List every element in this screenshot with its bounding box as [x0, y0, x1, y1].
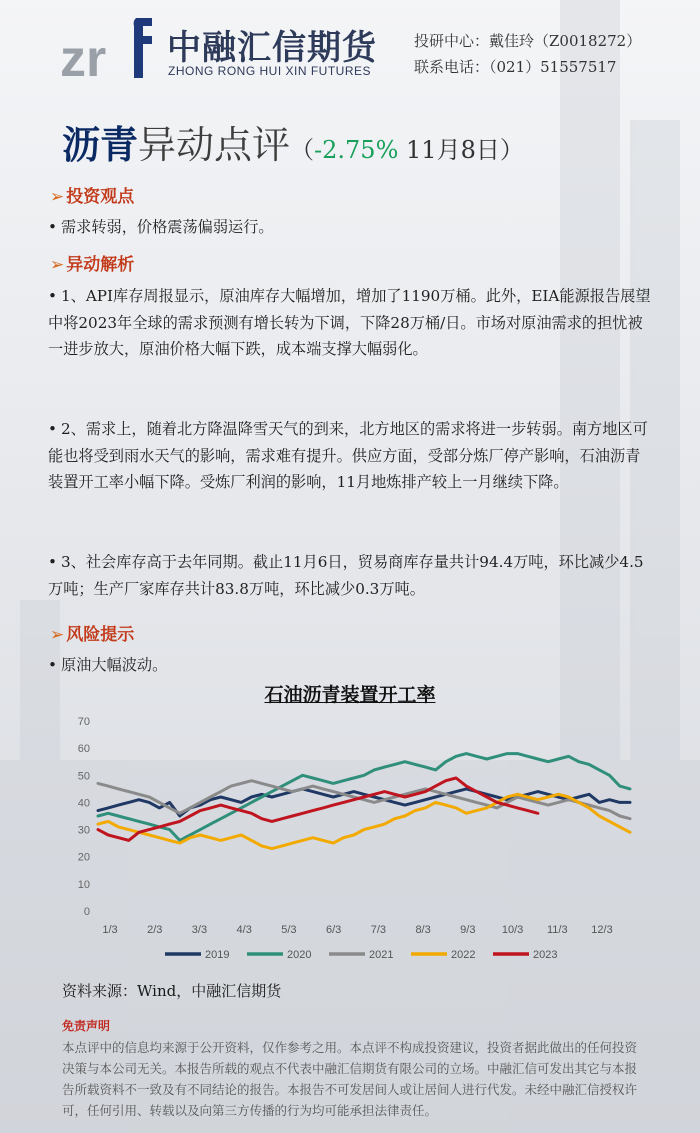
- contact-analyst: 投研中心：戴佳玲（Z0018272）: [414, 32, 642, 50]
- data-source: 资料来源：Wind，中融汇信期货: [62, 982, 282, 1000]
- company-logo-icon: [60, 14, 160, 84]
- y-tick-label: 20: [77, 851, 90, 864]
- x-tick-label: 3/3: [191, 924, 208, 936]
- x-tick-label: 7/3: [370, 924, 387, 936]
- section-heading-label: 异动解析: [66, 255, 135, 275]
- svg-text:zr: zr: [60, 30, 107, 84]
- x-tick-label: 9/3: [460, 924, 476, 936]
- section-heading-label: 风险提示: [66, 625, 135, 645]
- chart-svg: [70, 676, 670, 976]
- legend-label-2021: 2021: [369, 949, 394, 961]
- x-tick-label: 4/3: [236, 924, 252, 936]
- title-change: -2.75%: [314, 136, 399, 164]
- x-tick-label: 2/3: [147, 924, 163, 936]
- title-type: 异动点评: [138, 123, 291, 167]
- header: [0, 0, 700, 95]
- arrow-icon: ➢: [50, 187, 65, 207]
- x-tick-label: 8/3: [415, 924, 431, 936]
- x-tick-label: 12/3: [591, 924, 613, 936]
- arrow-icon: ➢: [50, 625, 65, 645]
- disclaimer-heading: 免责声明: [62, 1019, 111, 1033]
- page-title: [62, 114, 524, 169]
- section-heading-analysis: [50, 250, 134, 275]
- y-tick-label: 10: [77, 878, 90, 891]
- line-chart: [70, 676, 670, 976]
- arrow-icon: ➢: [50, 255, 65, 275]
- list-item: [48, 283, 653, 363]
- legend-label-2022: 2022: [451, 949, 476, 961]
- list-item: [48, 652, 653, 679]
- bullet-icon: •: [48, 553, 57, 571]
- x-tick-label: 11/3: [546, 924, 568, 936]
- y-tick-label: 50: [77, 770, 90, 783]
- x-tick-label: 1/3: [102, 924, 118, 936]
- y-tick-label: 0: [83, 906, 90, 918]
- legend-label-2020: 2020: [287, 949, 312, 961]
- section-heading-view: [50, 182, 134, 207]
- x-tick-label: 5/3: [281, 924, 297, 936]
- list-item: [48, 214, 653, 241]
- title-open-paren: （: [290, 136, 315, 164]
- section-heading-label: 投资观点: [66, 187, 135, 207]
- chart-title: 石油沥青装置开工率: [264, 684, 436, 706]
- bullet-icon: •: [48, 656, 57, 674]
- x-tick-label: 6/3: [325, 924, 342, 936]
- series-line-2021: [98, 781, 630, 819]
- x-tick-label: 10/3: [501, 924, 524, 936]
- contact-phone: 联系电话：（021）51557517: [414, 58, 617, 76]
- bullet-icon: •: [48, 420, 57, 438]
- disclaimer-text: 本点评中的信息均来源于公开资料，仅作参考之用。本点评不构成投资建议，投资者据此做出的任何投资决策与本公司无关。本报告所载的观点不代表中融汇信期货有限公司的立场。中融汇信可发出其它与本报告所载资料不一致及有不同结论的报告。本报告不可发居间人或让居间人进行代发。未经中融汇信授权许可，任何引用、转载以及向第三方传播的行为均可能承担法律责任。: [62, 1040, 638, 1118]
- bullet-text: 3、社会库存高于去年同期。截止11月6日，贸易商库存量共计94.4万吨，环比减少4.5万吨；生产厂家库存共计83.8万吨，环比减少0.3万吨。: [48, 553, 644, 598]
- bullet-icon: •: [48, 218, 57, 236]
- list-item: [48, 416, 653, 496]
- logo-chinese-name: 中融汇信期货: [167, 28, 377, 68]
- bullet-text: 原油大幅波动。: [60, 656, 168, 674]
- title-product: 沥青: [62, 122, 139, 167]
- y-tick-label: 70: [77, 716, 90, 728]
- y-tick-label: 30: [77, 824, 90, 837]
- section-heading-risk: [50, 620, 134, 645]
- bullet-text: 需求转弱，价格震荡偏弱运行。: [60, 218, 274, 236]
- legend-label-2019: 2019: [205, 949, 230, 961]
- bullet-text: 1、API库存周报显示，原油库存大幅增加，增加了1190万桶。此外，EIA能源报告展望中将2023年全球的需求预测有增长转为下调，下降28万桶/日。市场对原油需求的担忧被一进步放大，原油价格大幅下跌，成本端支撑大幅弱化。: [48, 287, 651, 358]
- title-date: 11月8日）: [406, 136, 524, 164]
- y-tick-label: 60: [77, 743, 90, 756]
- y-tick-label: 40: [77, 797, 90, 810]
- bullet-text: 2、需求上，随着北方降温降雪天气的到来，北方地区的需求将进一步转弱。南方地区可能也将受到雨水天气的影响，需求难有提升。供应方面，受部分炼厂停产影响，石油沥青装置开工率小幅下降。受炼厂利润的影响，11月地炼排产较上一月继续下降。: [48, 420, 648, 491]
- bullet-icon: •: [48, 287, 57, 305]
- legend-label-2023: 2023: [533, 949, 558, 961]
- logo-english-name: ZHONG RONG HUI XIN FUTURES: [168, 64, 372, 78]
- list-item: [48, 549, 653, 602]
